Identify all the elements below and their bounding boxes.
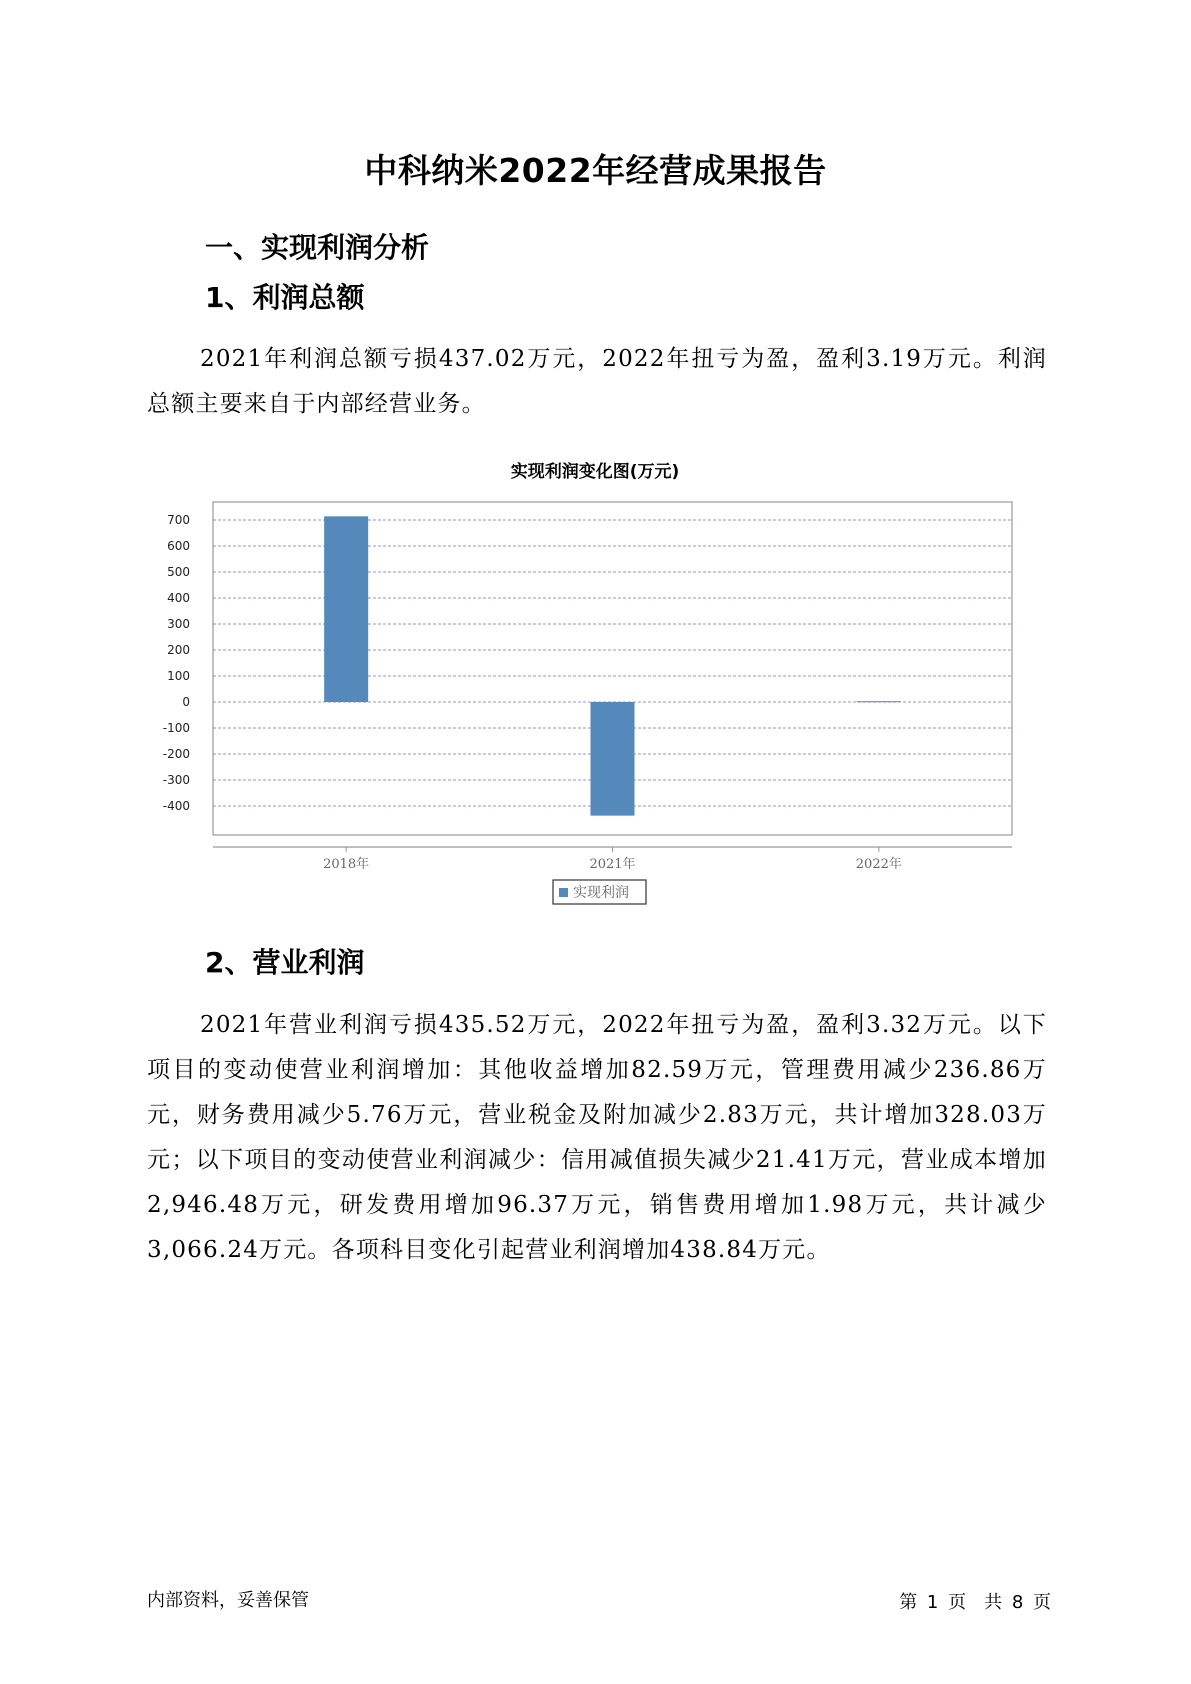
x-tick-labels [323,847,902,872]
chart-title: 实现利润变化图(万元) [510,462,680,482]
legend-swatch [559,888,568,897]
x-tick-label: 2021年 [589,857,636,872]
bar-2022年 [857,701,901,702]
x-tick-label: 2018年 [323,857,370,872]
total-profit-paragraph: 2021年利润总额亏损437.02万元，2022年扭亏为盈，盈利3.19万元。利润总额主要来自于内部经营业务。 [147,346,1047,417]
subheading-total-profit: 1、利润总额 [205,281,365,314]
footer-confidential-note: 内部资料，妥善保管 [147,1590,309,1611]
bar-2021年 [591,702,635,816]
y-tick-labels [163,513,190,813]
y-tick-label: 300 [167,617,190,631]
y-tick-label: 0 [182,695,190,709]
y-tick-label: 100 [167,669,190,683]
x-tick-label: 2022年 [855,857,902,872]
page-title: 中科纳米2022年经营成果报告 [364,151,827,190]
y-tick-label: 700 [167,513,190,527]
subheading-operating-profit: 2、营业利润 [205,946,365,979]
footer-page-number: 第 1 页 共 8 页 [899,1592,1051,1613]
y-tick-label: -400 [162,799,190,813]
legend-label: 实现利润 [573,885,629,901]
y-tick-label: 400 [167,591,190,605]
y-tick-label: 500 [167,565,190,579]
y-tick-label: -100 [162,721,190,735]
chart-legend [553,880,646,904]
section-heading-profit-analysis: 一、实现利润分析 [205,231,430,264]
y-tick-label: -200 [162,747,190,761]
profit-bar-chart [150,455,1030,915]
bar-2018年 [324,516,368,702]
y-tick-label: 200 [167,643,190,657]
y-tick-label: 600 [167,539,190,553]
operating-profit-paragraph: 2021年营业利润亏损435.52万元，2022年扭亏为盈，盈利3.32万元。以下项目的变动使营业利润增加：其他收益增加82.59万元，管理费用减少236.86万元，财务费用减少5.76万元，营业税金及附加减少2.83万元，共计增加328.03万元；以下项目的变动使营业利润减少：信用减值损失减少21.41万元，营业成本增加2,946.48万元，研发费用增加96.37万元，销售费用增加1.98万元，共计减少3,066.24万元。各项科目变化引起营业利润增加438.84万元。 [147,1012,1047,1263]
y-tick-label: -300 [162,773,190,787]
